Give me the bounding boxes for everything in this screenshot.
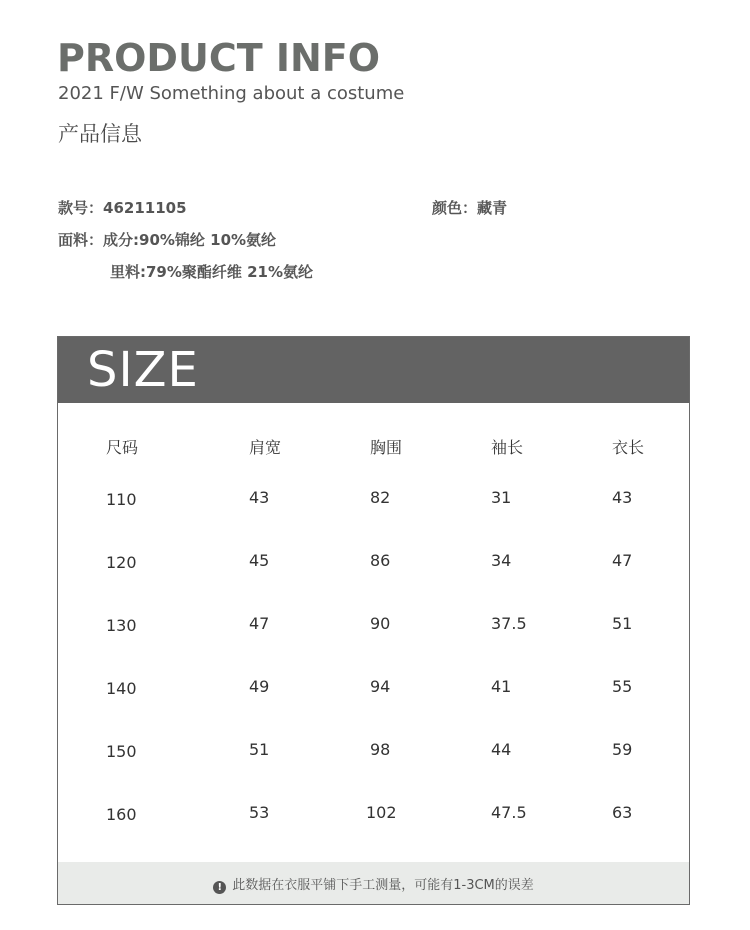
table-cell: 59 [612,740,633,759]
column-header-chest: 胸围 [370,438,403,457]
table-cell: 150 [106,742,137,761]
table-cell: 47.5 [491,803,527,822]
table-cell: 43 [249,488,270,507]
size-header [58,337,689,403]
style-number [58,197,187,218]
table-cell: 140 [106,679,137,698]
table-cell: 37.5 [491,614,527,633]
table-cell: 55 [612,677,633,696]
table-cell: 43 [612,488,633,507]
style-number-label: 款号： [58,199,104,217]
table-cell: 34 [491,551,512,570]
exclamation-circle-icon: ! [213,881,226,894]
column-header-shoulder: 肩宽 [249,438,282,457]
table-cell: 41 [491,677,512,696]
table-cell: 47 [612,551,633,570]
size-heading: SIZE [87,342,199,398]
color-label: 颜色： [432,199,478,217]
table-cell: 98 [370,740,391,759]
table-cell: 82 [370,488,391,507]
table-cell: 110 [106,490,137,509]
fabric-label: 面料： [58,231,104,249]
table-cell: 53 [249,803,270,822]
fabric [58,229,276,250]
measurement-note-bar [58,862,689,904]
table-cell: 51 [249,740,270,759]
color-value: 藏青 [477,199,508,217]
table-cell: 160 [106,805,137,824]
table-cell: 90 [370,614,391,633]
measurement-note [58,874,689,894]
lining-value: 里料:79%聚酯纤维 21%氨纶 [110,263,314,281]
table-cell: 45 [249,551,270,570]
section-title-product-info: 产品信息 [58,122,142,146]
fabric-value: 成分:90%锦纶 10%氨纶 [103,231,277,249]
table-cell: 102 [366,803,397,822]
measurement-note-text: 此数据在衣服平铺下手工测量，可能有1-3CM的误差 [232,878,534,893]
page-title: PRODUCT INFO [57,36,381,80]
table-cell: 51 [612,614,633,633]
lining [110,261,313,282]
style-number-value: 46211105 [103,199,187,217]
column-header-sleeve: 袖长 [491,438,524,457]
table-cell: 86 [370,551,391,570]
table-cell: 47 [249,614,270,633]
column-header-size: 尺码 [106,438,139,457]
table-cell: 49 [249,677,270,696]
size-chart [57,336,690,905]
table-cell: 31 [491,488,512,507]
table-cell: 94 [370,677,391,696]
color [432,197,507,218]
table-cell: 44 [491,740,512,759]
table-cell: 130 [106,616,137,635]
page-subtitle: 2021 F/W Something about a costume [58,83,405,104]
table-cell: 120 [106,553,137,572]
table-cell: 63 [612,803,633,822]
column-header-length: 衣长 [612,438,645,457]
